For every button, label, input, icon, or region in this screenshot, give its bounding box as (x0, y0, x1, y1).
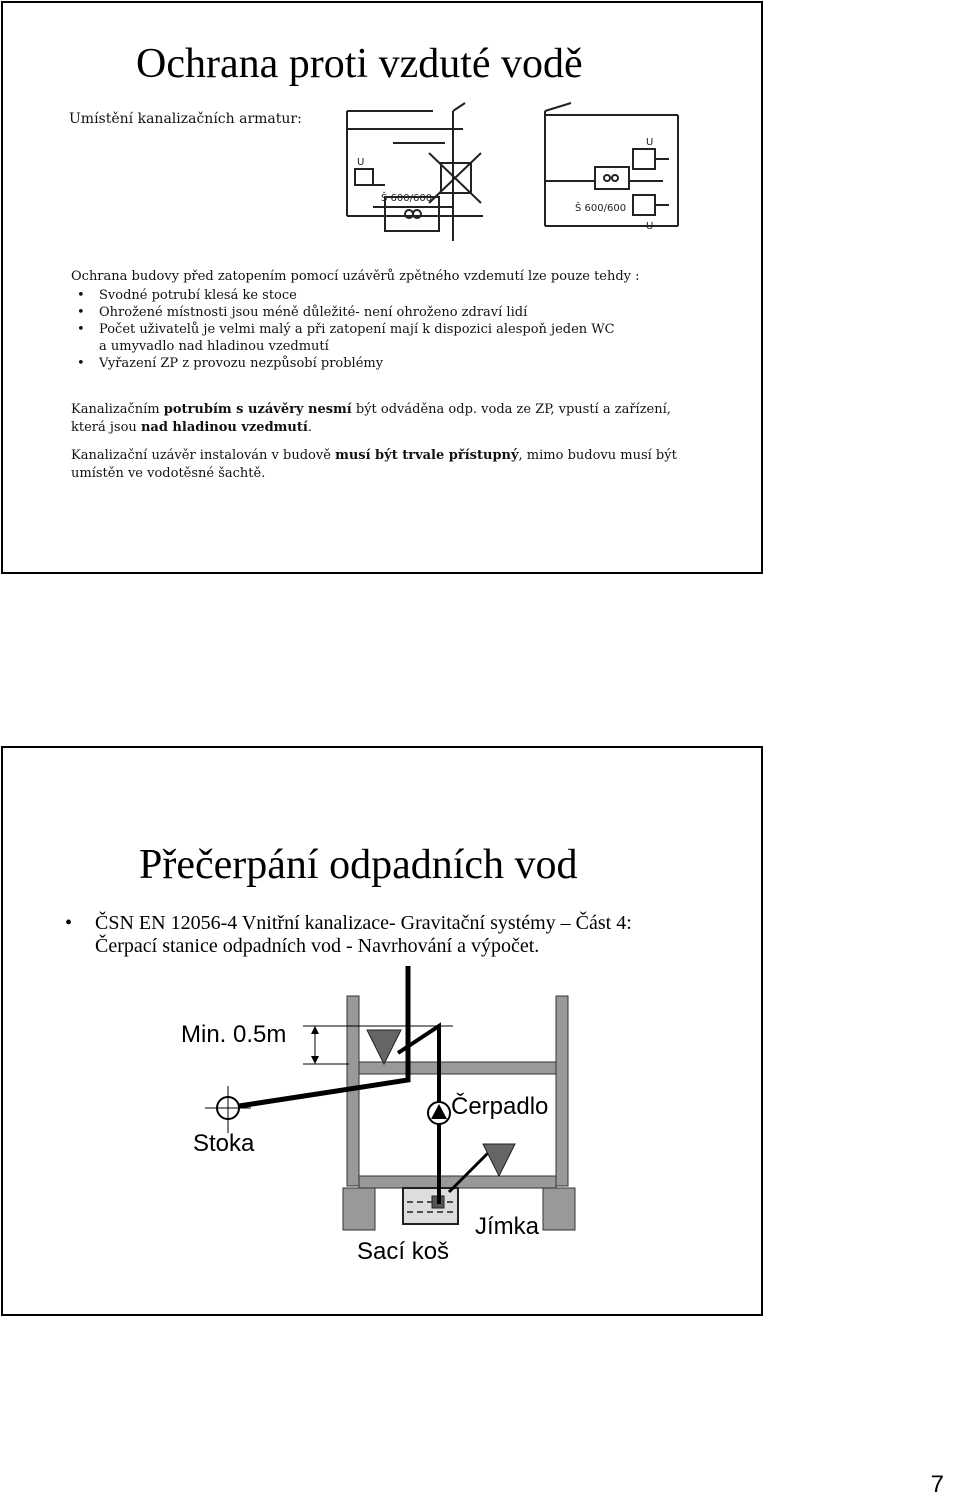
list-item: • Vyřazení ZP z provozu nezpůsobí problémy (71, 355, 615, 372)
bullet-dot: • (65, 912, 73, 934)
label-min: Min. 0.5m (181, 1021, 287, 1048)
paragraph-1: Kanalizačním potrubím s uzávěry nesmí být odváděna odp. voda ze ZP, vpustí a zařízení, která jsou nad hladinou vzedmutí. (71, 402, 671, 435)
fittings-placement-diagram (333, 101, 743, 251)
sump-pit (403, 1188, 458, 1224)
label-shaft-left: Š 600/600 (381, 193, 433, 204)
bullet-line-1: ČSN EN 12056-4 Vnitřní kanalizace- Gravitační systémy – Část 4: (95, 912, 632, 934)
label-cerpadlo: Čerpadlo (451, 1093, 549, 1120)
right-wall (556, 996, 568, 1186)
label-shaft-right: Š 600/600 (575, 203, 627, 214)
bullet-line-2: Čerpací stanice odpadních vod - Navrhování a výpočet. (95, 935, 540, 957)
left-footing (343, 1188, 375, 1230)
label-u1: U (357, 157, 365, 168)
level-marker-top (367, 1030, 401, 1064)
label-u3: U (646, 221, 654, 232)
pump-station-diagram (3, 748, 763, 1314)
list-item: • Svodné potrubí klesá ke stoce (71, 287, 615, 304)
label-jimka: Jímka (475, 1213, 540, 1240)
list-item-continuation: a umyvadlo nad hladinou vzedmutí (99, 339, 329, 354)
paragraph-2: Kanalizační uzávěr instalován v budově musí být trvale přístupný, mimo budovu musí být umístěn ve vodotěsné šachtě. (71, 448, 677, 481)
slide-1-title: Ochrana proti vzduté vodě (136, 41, 583, 87)
label-u2: U (646, 137, 654, 148)
scanned-excerpt (63, 101, 743, 481)
right-footing (543, 1188, 575, 1230)
list-item: • Ohrožené místnosti jsou méně důležité- není ohroženo zdraví lidí (71, 304, 615, 321)
slide-2-title: Přečerpání odpadních vod (139, 842, 578, 888)
scan-heading: Umístění kanalizačních armatur: (69, 111, 302, 127)
slide-2 (1, 746, 763, 1316)
label-stoka: Stoka (193, 1130, 255, 1157)
floor-slab (359, 1062, 556, 1074)
label-saci-kos: Sací koš (357, 1238, 450, 1265)
slide-1 (1, 1, 763, 574)
page-number: 7 (930, 1471, 944, 1498)
list-item: • Počet uživatelů je velmi malý a při zatopení mají k dispozici alespoň jeden WC a umyvadlo nad hladinou vzedmutí (71, 321, 615, 355)
conditions-list (71, 287, 615, 372)
scan-lead-text: Ochrana budovy před zatopením pomocí uzávěrů zpětného vzdemutí lze pouze tehdy : (71, 269, 640, 284)
level-marker-bottom (483, 1144, 515, 1176)
